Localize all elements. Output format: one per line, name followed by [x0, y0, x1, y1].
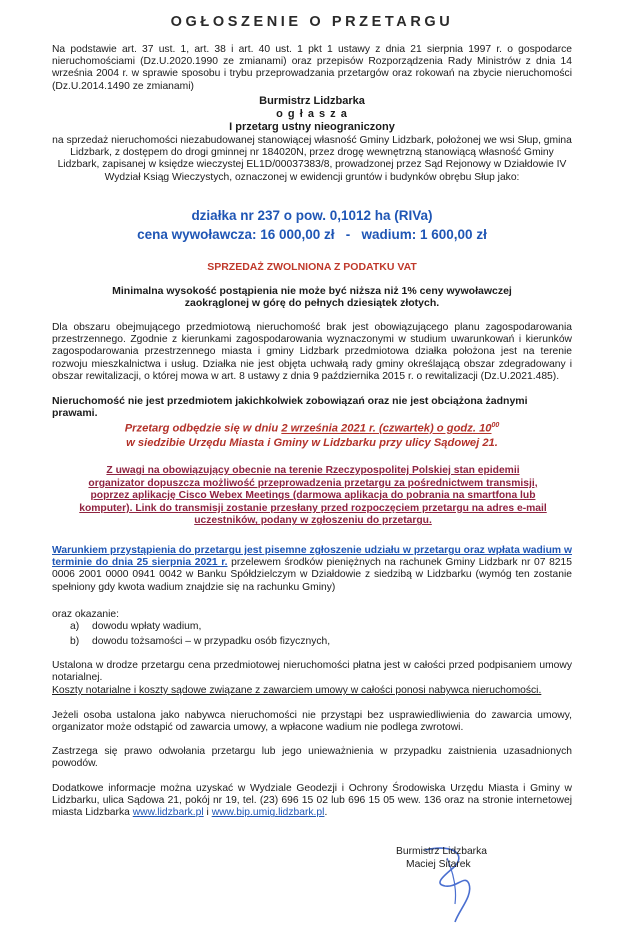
- page-title: OGŁOSZENIE O PRZETARGU: [170, 14, 454, 30]
- condition-highlight: Warunkiem przystąpienia do przetargu jest pisemne zgłoszenie udziału w przetargu oraz wpłata wadium w terminie do dnia 25 sierpnia 2021 r.: [52, 545, 572, 569]
- tender-type-heading: I przetarg ustny nieograniczony: [229, 121, 395, 133]
- signature-name: Maciej Sitarek: [406, 858, 471, 870]
- reservation-paragraph: Zastrzega się prawo odwołania przetargu lub jego unieważnienia w przypadku zaistnienia uzasadnionych powodów.: [52, 746, 572, 770]
- bip-website-link[interactable]: www.bip.umig.lidzbark.pl: [211, 807, 325, 819]
- signature-title: Burmistrz Lidzbarka: [396, 846, 487, 857]
- signature-block: [396, 846, 526, 871]
- zoning-paragraph: Dla obszaru obejmującego przedmiotową nieruchomość brak jest obowiązującego planu zagospodarowania przestrzennego. Zgodnie z kierunkami zagospodarowania wyznaczonymi w studium uwarunkowań i kierunków zagospodarowania przestrzennego miasta i gminy Lidzbark przedmiotowa działka położona jest na terenie rozwoju mieszkalnictwa i usług. Działka nie jest objęta uchwałą rady gminy określającą obszar zdegradowany i obszar rewitalizacji, o której mowa w art. 8 ustawy z dnia 9 października 2015 r. o rewitalizacji (Dz.U.2021.485).: [52, 322, 572, 382]
- vat-exemption: SPRZEDAŻ ZWOLNIONA Z PODATKU VAT: [207, 261, 417, 273]
- presentation-label: oraz okazanie:: [52, 609, 119, 620]
- condition-paragraph: Warunkiem przystąpienia do przetargu jest pisemne zgłoszenie udziału w przetargu oraz wpłata wadium w terminie do dnia 25 sierpnia 2021 r. przelewem środków pieniężnych na rachunek Gminy Lidzbark nr 07 8215 0006 2001 0000 0941 0042 w Banku Spółdzielczym w Działdowie z siedzibą w Lidzbarku (wymóg ten zostanie spełniony gdy kwota wadium znajdzie się na rachunku Gminy): [52, 545, 572, 593]
- plot-line: działka nr 237 o pow. 0,1012 ha (RIVa): [191, 208, 433, 223]
- price-line: cena wywoławcza: 16 000,00 zł - wadium: 1 600,00 zł: [137, 227, 487, 242]
- list-item: b) dowodu tożsamości – w przypadku osób fizycznych,: [70, 636, 331, 648]
- list-item: a) dowodu wpłaty wadium,: [70, 621, 202, 632]
- covid-notice: Z uwagi na obowiązujący obecnie na terenie Rzeczypospolitej Polskiej stan epidemii organizator dopuszcza możliwość przeprowadzenia przetargu za pośrednictwem transmisji, poprzez aplikację Cisco Webex Meetings (darmowa aplikacja do pobrania na smartfona lub komputer). Link do transmisji zostanie przesłany przed rozpoczęciem przetargu na adres e-mail uczestników, podany w zgłoszeniu do przetargu.: [79, 465, 547, 527]
- legal-basis-paragraph: Na podstawie art. 37 ust. 1, art. 38 i art. 40 ust. 1 pkt 1 ustawy z dnia 21 sierpnia 1997 r. o gospodarce nieruchomościami (Dz.U.2020.1990 ze zmianami) oraz przepisów Rozporządzenia Rady Ministrów z dnia 14 września 2004 r. w sprawie sposobu i trybu przeprowadzania przetargów oraz rokowań na zbycie nieruchomości (Dz.U.2014.1490 ze zmianami): [52, 44, 572, 92]
- document-list: [70, 621, 330, 648]
- tender-location: w siedzibie Urzędu Miasta i Gminy w Lidzbarku przy ulicy Sądowej 21.: [126, 436, 498, 449]
- tender-date-underlined: 2 września 2021 r. (czwartek) o godz. 10: [281, 422, 492, 435]
- lidzbark-website-link[interactable]: www.lidzbark.pl: [132, 807, 204, 819]
- tender-date: Przetarg odbędzie się w dniu 2 września 2021 r. (czwartek) o godz. $10^{00}$ w siedzibie Urzędu Miasta i Gminy w Lidzbarku przy ulicy Sądowej 21.: [124, 422, 500, 449]
- costs-paragraph: Koszty notarialne i koszty sądowe związane z zawarciem umowy w całości ponosi nabywca nieruchomości.: [52, 685, 542, 696]
- info-paragraph: Dodatkowe informacje można uzyskać w Wydziale Geodezji i Ochrony Środowiska Urzędu Miasta i Gminy w Lidzbarku, ulica Sądowa 21, pokój nr 19, tel. (23) 696 15 02 lub 696 15 05 wew. 136 oraz na stronie internetowej miasta Lidzbarka www.lidzbark.pl i www.bip.umig.lidzbark.pl.: [52, 783, 572, 819]
- min-increment: Minimalna wysokość postąpienia nie może być niższa niż 1% ceny wywoławczej zaokrąglonej w górę do pełnych dziesiątek złotych.: [112, 285, 512, 310]
- announces-heading: o g ł a s z a: [276, 108, 348, 120]
- mayor-heading: Burmistrz Lidzbarka: [259, 95, 365, 107]
- withdrawal-paragraph: Jeżeli osoba ustalona jako nabywca nieruchomości nie przystąpi bez usprawiedliwienia do zawarcia umowy, organizator może odstąpić od zawarcia umowy, a wpłacone wadium nie podlega zwrotowi.: [52, 710, 572, 734]
- no-obligations: Nieruchomość nie jest przedmiotem jakichkolwiek zobowiązań oraz nie jest obciążona żadnymi prawami.: [52, 395, 528, 420]
- payment-paragraph: Ustalona w drodze przetargu cena przedmiotowej nieruchomości płatna jest w całości przed podpisaniem umowy notarialnej.: [52, 660, 572, 684]
- property-description: na sprzedaż nieruchomości niezabudowanej stanowiącej własność Gminy Lidzbark, położonej we wsi Słup, gmina Lidzbark, z dostępem do drogi gminnej nr 184020N, przez drogę wewnętrzną stanowiącą własność Gminy Lidzbark, zapisanej w księdze wieczystej EL1D/00037383/8, prowadzonej przez Sąd Rejonowy w Działdowie IV Wydział Ksiąg Wieczystych, oznaczonej w ewidencji gruntów i budynków obrębu Słup jako:: [52, 135, 572, 183]
